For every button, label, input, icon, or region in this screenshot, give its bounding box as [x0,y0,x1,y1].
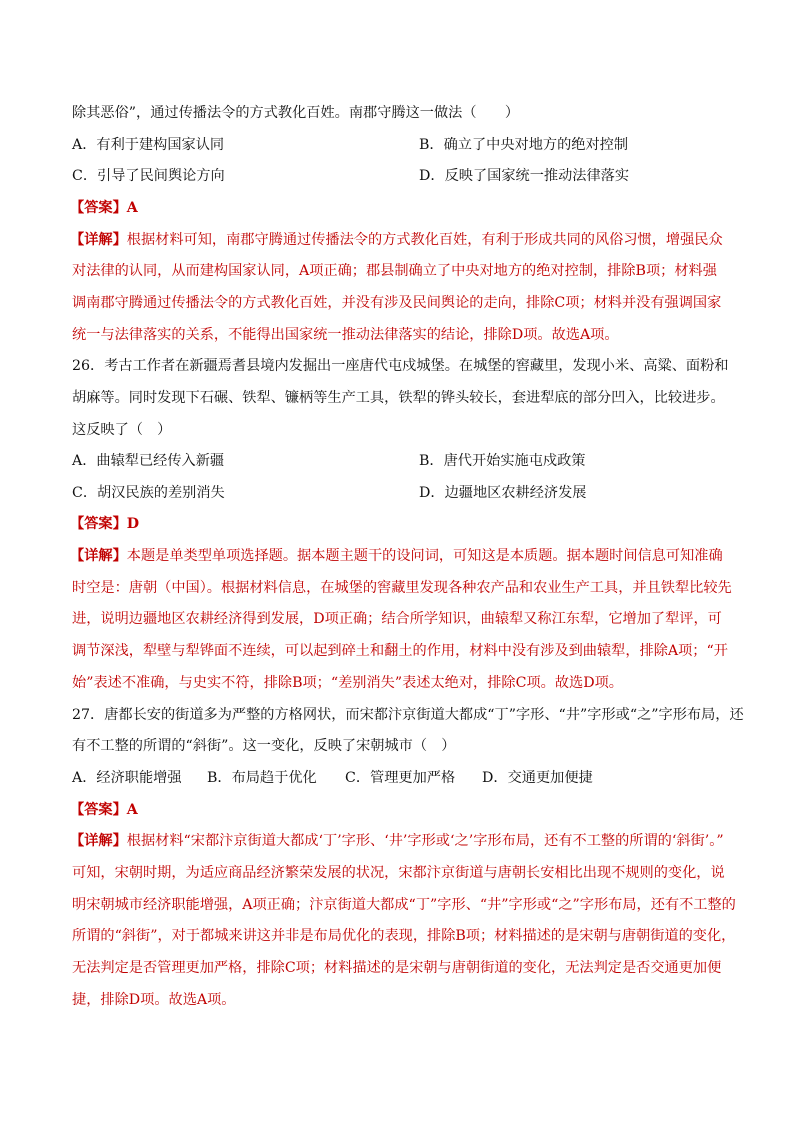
detail-label: 【详解】 [70,232,127,248]
answer-label: 【答案】 [70,200,127,216]
q25-option-c: C．引导了民间舆论方向 [72,168,225,184]
answer-value: D [126,516,140,532]
q26-detail-line-5: 始”表述不准确，与史实不符，排除B项；“差别消失”表述太绝对，排除C项。故选D项。 [72,675,623,691]
q27-stem-line-2: 有不工整的所谓的“斜街”。这一变化，反映了宋朝城市（ ） [72,738,456,754]
q27-options-row [72,768,593,788]
q26-stem-line-2: 胡麻等。同时发现下石碾、铁犁、镰柄等生产工具，铁犁的铧头较长，套进犁底的部分凹入，比较进步。 [72,390,725,406]
q25-option-d: D．反映了国家统一推动法律落实 [419,168,630,184]
q27-option-c: C．管理更加严格 [345,770,456,786]
answer-value: A [126,200,138,216]
q26-option-c: C．胡汉民族的差别消失 [72,485,225,501]
detail-label: 【详解】 [70,833,127,849]
q26-stem-line-1: 26．考古工作者在新疆焉耆县境内发掘出一座唐代屯戍城堡。在城堡的窖藏里，发现小米、高粱、面粉和 [72,358,729,374]
q27-detail-line-2: 可知，宋朝时期，为适应商品经济繁荣发展的状况，宋都汴京街道与唐朝长安相比出现不规则的变化，说 [72,865,725,881]
q27-option-a: A．经济职能增强 [72,770,182,786]
q25-stem: 除其恶俗”，通过传播法令的方式教化百姓。南郡守腾这一做法（ ） [72,105,520,121]
q27-option-b: B．布局趋于优化 [207,770,317,786]
answer-label: 【答案】 [70,802,127,818]
q26-option-a: A．曲辕犁已经传入新疆 [72,453,225,469]
q25-option-a: A．有利于建构国家认同 [72,137,225,153]
q26-options-row-2 [72,483,587,503]
q27-detail-line-5: 无法判定是否管理更加严格，排除C项；材料描述的是宋朝与唐朝街道的变化，无法判定是否交通更加便 [72,960,722,976]
q27-detail-line-6: 捷，排除D项。故选A项。 [72,992,236,1008]
q26-detail-line-3: 进，说明边疆地区农耕经济得到发展，D项正确；结合所学知识，曲辕犁又称江东犁，它增加了犁评，可 [72,611,722,627]
q25-option-b: B．确立了中央对地方的绝对控制 [419,137,629,153]
q27-detail-line-3: 明宋朝城市经济职能增强，A项正确；汴京街道大都成“丁”字形、“井”字形或“之”字形布局，还有不工整的 [72,897,736,913]
answer-label: 【答案】 [70,516,127,532]
q25-options-row-1 [72,135,629,155]
q27-answer [70,800,138,820]
q26-answer [70,514,139,534]
q25-detail-line-3: 调南郡守腾通过传播法令的方式教化百姓，并没有涉及民间舆论的走向，排除C项；材料并没有强调国家 [72,295,722,311]
detail-label: 【详解】 [70,548,127,564]
q25-detail-line-1: 【详解】根据材料可知，南郡守腾通过传播法令的方式教化百姓，有利于形成共同的风俗习惯，增强民众 [70,232,723,248]
q27-detail-line-1: 【详解】根据材料“宋都汴京街道大都成‘丁’字形、‘井’字形或‘之’字形布局，还有不工整的所谓的‘斜街’。” [70,833,724,849]
q26-options-row-1 [72,451,586,471]
q25-options-row-2 [72,166,630,186]
q26-detail-line-1: 【详解】本题是单类型单项选择题。据本题主题干的设问词，可知这是本质题。据本题时间信息可知准确 [70,548,723,564]
q27-option-d: D．交通更加便捷 [482,770,593,786]
q25-answer [70,198,138,218]
q27-detail-line-4: 所谓的“斜街”，对于都城来讲这并非是布局优化的表现，排除B项；材料描述的是宋朝与唐朝街道的变化， [72,928,736,944]
q26-detail-line-2: 时空是：唐朝（中国）。根据材料信息，在城堡的窖藏里发现各种农产品和农业生产工具，并且铁犁比较先 [72,580,732,596]
q27-stem-line-1: 27．唐都长安的街道多为严整的方格网状，而宋都汴京街道大都成“丁”字形、“井”字形或“之”字形布局，还 [72,707,744,723]
q25-detail-line-4: 统一与法律落实的关系，不能得出国家统一推动法律落实的结论，排除D项。故选A项。 [72,327,619,343]
q26-option-b: B．唐代开始实施屯戍政策 [419,453,586,469]
q26-stem-line-3: 这反映了（ ） [72,422,172,438]
q26-detail-line-4: 调节深浅，犁壁与犁铧面不连续，可以起到碎土和翻土的作用，材料中没有涉及到曲辕犁，排除A项；“开 [72,643,728,659]
q25-detail-line-2: 对法律的认同，从而建构国家认同，A项正确；郡县制确立了中央对地方的绝对控制，排除B项；材料强 [72,263,717,279]
q26-option-d: D．边疆地区农耕经济发展 [419,485,587,501]
answer-value: A [126,802,138,818]
